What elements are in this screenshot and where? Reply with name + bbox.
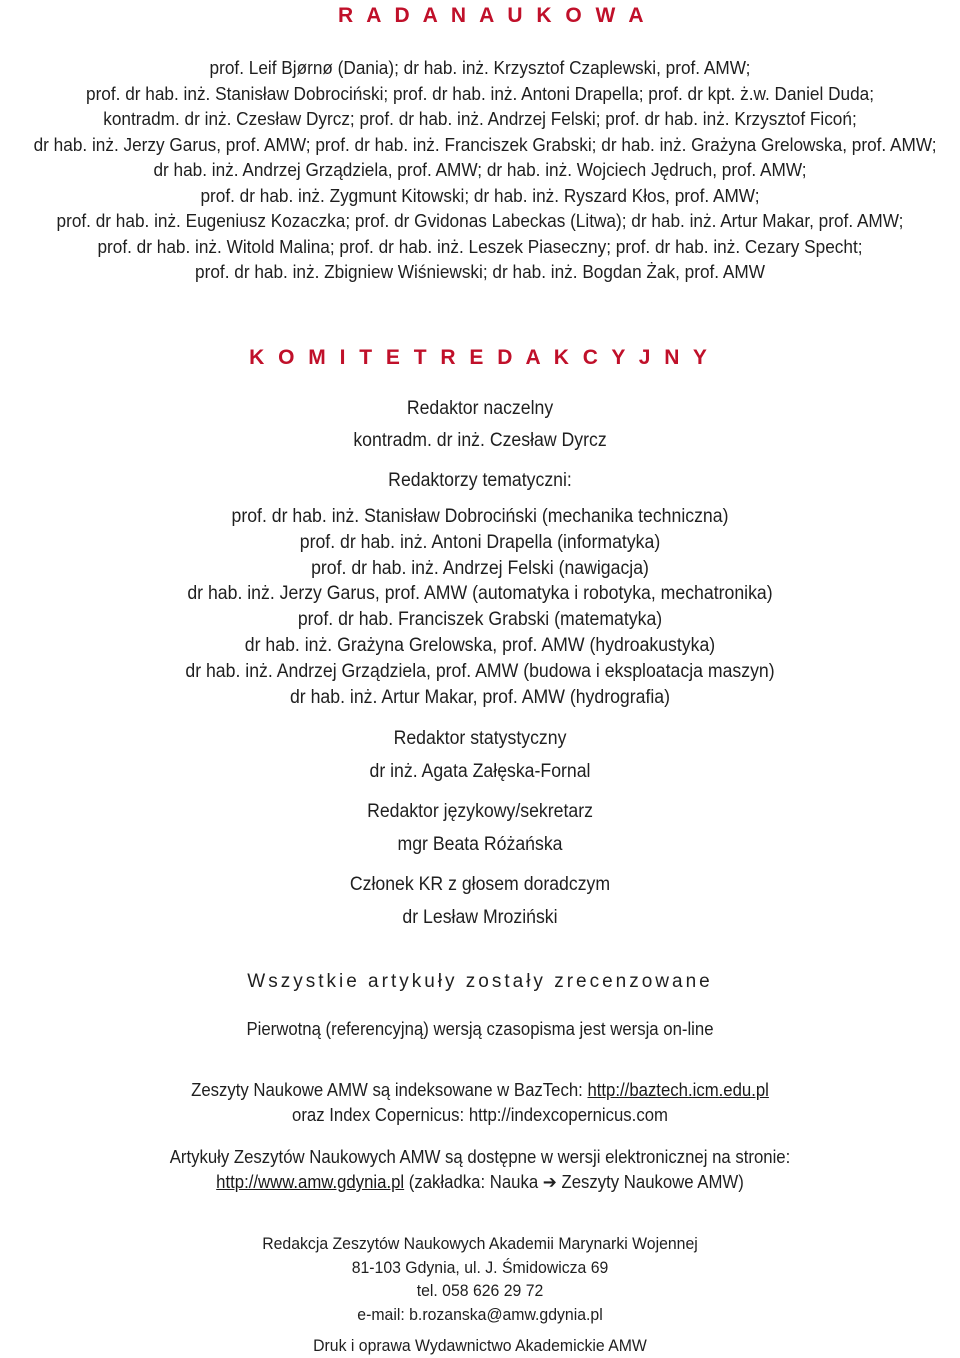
editor-in-chief-name: kontradm. dr inż. Czesław Dyrcz bbox=[353, 430, 607, 451]
rada-line: prof. dr hab. inż. Witold Malina; prof. dr hab. inż. Leszek Piaseczny; prof. dr hab. inż. Cezary Specht; bbox=[97, 235, 863, 257]
baztech-text: Zeszyty Naukowe AMW są indeksowane w BazTech: bbox=[191, 1080, 588, 1100]
thematic-editors-role: Redaktorzy tematyczni: bbox=[388, 470, 572, 491]
address-line: Redakcja Zeszytów Naukowych Akademii Marynarki Wojennej bbox=[262, 1234, 698, 1253]
statistical-editor-role: Redaktor statystyczny bbox=[393, 728, 567, 750]
baztech-link[interactable]: http://baztech.icm.edu.pl bbox=[587, 1080, 769, 1100]
rada-line: prof. dr hab. inż. Stanisław Dobrociński; prof. dr hab. inż. Antoni Drapella; prof. dr kpt. ż.w. Daniel Duda; bbox=[85, 82, 875, 104]
rada-naukowa-heading: R A D A N A U K O W A bbox=[338, 4, 648, 27]
print-text: Druk i oprawa Wydawnictwo Akademickie AMW bbox=[313, 1336, 647, 1355]
advisory-member-name: dr Lesław Mroziński bbox=[402, 907, 558, 929]
komitet-redakcyjny-heading: K O M I T E T R E D A K C Y J N Y bbox=[249, 346, 711, 369]
statistical-editor-name: dr inż. Agata Załęska-Fornal bbox=[369, 761, 591, 783]
thematic-editor: prof. dr hab. inż. Stanisław Dobrociński (mechanika techniczna) bbox=[231, 506, 729, 527]
tab-path-start: (zakładka: Nauka bbox=[404, 1172, 543, 1192]
rada-line: prof. Leif Bjørnø (Dania); dr hab. inż. Krzysztof Czaplewski, prof. AMW; bbox=[209, 57, 751, 78]
thematic-editor: dr hab. inż. Artur Makar, prof. AMW (hydrografia) bbox=[289, 686, 671, 708]
copernicus-line: oraz Index Copernicus: http://indexcopernicus.com bbox=[292, 1105, 668, 1125]
baztech-line bbox=[34, 1078, 927, 1103]
editorial-committee bbox=[0, 395, 960, 931]
thematic-editor: dr hab. inż. Grażyna Grelowska, prof. AMW (hydroakustyka) bbox=[244, 634, 716, 656]
thematic-editors-list bbox=[0, 504, 960, 710]
editor-in-chief-role: Redaktor naczelny bbox=[406, 398, 554, 419]
rada-line: prof. dr hab. inż. Zbigniew Wiśniewski; dr hab. inż. Bogdan Żak, prof. AMW bbox=[195, 261, 765, 282]
thematic-editor: prof. dr hab. Franciszek Grabski (matematyka) bbox=[297, 609, 663, 631]
language-editor-name: mgr Beata Różańska bbox=[397, 834, 563, 856]
language-editor-role: Redaktor językowy/sekretarz bbox=[367, 801, 593, 823]
amw-website-link[interactable]: http://www.amw.gdynia.pl bbox=[216, 1172, 405, 1192]
rada-naukowa-members bbox=[0, 55, 960, 285]
thematic-editor: prof. dr hab. inż. Andrzej Felski (nawigacja) bbox=[311, 557, 649, 579]
rada-line: dr hab. inż. Andrzej Grządziela, prof. AMW; dr hab. inż. Wojciech Jędruch, prof. AMW; bbox=[153, 159, 807, 180]
phone-line: tel. 058 626 29 72 bbox=[416, 1281, 544, 1300]
online-version-note bbox=[0, 1017, 960, 1042]
editorial-address bbox=[0, 1232, 960, 1326]
indexing-info bbox=[0, 1078, 960, 1128]
online-version-text: Pierwotną (referencyjną) wersją czasopisma jest wersja on-line bbox=[246, 1019, 714, 1039]
arrow-right-icon: ➔ bbox=[542, 1172, 557, 1192]
tab-path-end: Zeszyty Naukowe AMW) bbox=[556, 1172, 744, 1192]
rada-line: dr hab. inż. Jerzy Garus, prof. AMW; prof. dr hab. inż. Franciszek Grabski; dr hab. inż. Grażyna Grelowska, prof. AMW; bbox=[33, 133, 937, 155]
reviewed-notice: Wszystkie artykuły zostały zrecenzowane bbox=[247, 971, 713, 992]
website-line bbox=[34, 1170, 927, 1195]
articles-availability bbox=[0, 1145, 960, 1195]
rada-line: prof. dr hab. inż. Zygmunt Kitowski; dr hab. inż. Ryszard Kłos, prof. AMW; bbox=[200, 184, 760, 206]
articles-text: Artykuły Zeszytów Naukowych AMW są dostępne w wersji elektronicznej na stronie: bbox=[169, 1147, 791, 1167]
advisory-member-role: Członek KR z głosem doradczym bbox=[349, 874, 611, 896]
rada-line: prof. dr hab. inż. Eugeniusz Kozaczka; prof. dr Gvidonas Labeckas (Litwa); dr hab. inż. Artur Makar, prof. AMW; bbox=[56, 210, 904, 231]
email-line: e-mail: b.rozanska@amw.gdynia.pl bbox=[357, 1304, 603, 1324]
print-info bbox=[0, 1333, 960, 1358]
rada-line: kontradm. dr inż. Czesław Dyrcz; prof. dr hab. inż. Andrzej Felski; prof. dr hab. inż. Krzysztof Ficoń; bbox=[103, 108, 857, 129]
thematic-editor: dr hab. inż. Andrzej Grządziela, prof. AMW (budowa i eksploatacja maszyn) bbox=[185, 660, 775, 682]
address-line: 81-103 Gdynia, ul. J. Śmidowicza 69 bbox=[351, 1257, 609, 1277]
thematic-editor: prof. dr hab. inż. Antoni Drapella (informatyka) bbox=[299, 531, 661, 553]
thematic-editor: dr hab. inż. Jerzy Garus, prof. AMW (automatyka i robotyka, mechatronika) bbox=[187, 583, 773, 605]
